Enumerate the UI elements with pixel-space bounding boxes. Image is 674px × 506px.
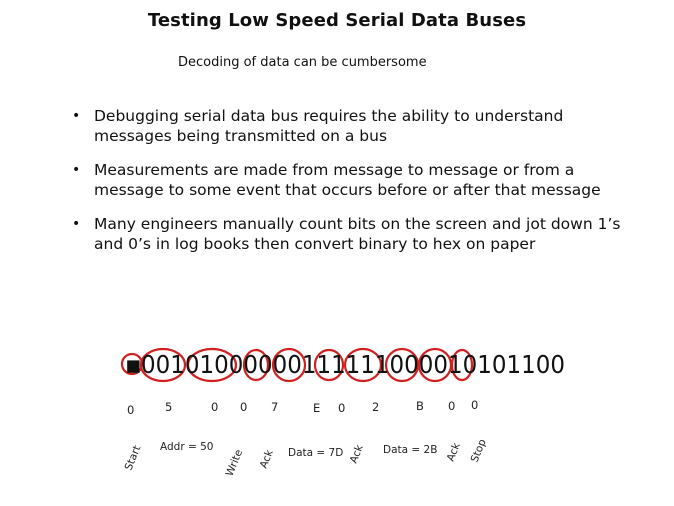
hex-digit: 2 (372, 400, 380, 414)
bullet-text: Measurements are made from message to message or from a message to some event that occurs before or after that message (94, 161, 601, 199)
label-stop: Stop (468, 437, 489, 465)
start-marker: ▪ (125, 350, 142, 379)
bullet-icon: • (72, 216, 81, 232)
slide-title: Testing Low Speed Serial Data Buses (147, 10, 527, 31)
label-write: Write (223, 447, 246, 479)
bullet-text: Many engineers manually count bits on the screen and jot down 1’s and 0’s in log books then convert binary to hex on paper (94, 215, 621, 253)
bullet-list (72, 106, 632, 268)
hex-digit: 0 (240, 400, 248, 414)
hex-digit: 7 (271, 400, 279, 414)
serial-decode-svg (105, 338, 591, 484)
label-start: Start (122, 443, 144, 473)
label-ack-1: Ack (257, 448, 276, 471)
serial-decode-figure (105, 338, 591, 484)
bit-string: 00101000000111111000010101100 (141, 350, 565, 379)
bullet-icon: • (72, 108, 81, 124)
hex-digit: 0 (448, 399, 456, 413)
bullet-icon: • (72, 162, 81, 178)
hex-digit: 0 (211, 400, 219, 414)
hex-digit: 0 (471, 398, 479, 412)
hex-digit: E (313, 401, 321, 415)
slide-subtitle: Decoding of data can be cumbersome (178, 55, 427, 70)
bullet-item (72, 106, 632, 146)
bullet-text: Debugging serial data bus requires the ability to understand messages being transmitted on a bus (94, 107, 564, 145)
hex-digit: 5 (165, 400, 173, 414)
bullet-item (72, 160, 632, 200)
label-ack-2: Ack (347, 443, 366, 466)
hex-digit: B (416, 399, 424, 413)
label-addr: Addr = 50 (160, 441, 214, 453)
hex-digit: 0 (127, 403, 135, 417)
bullet-item (72, 214, 632, 254)
label-ack-3: Ack (444, 441, 463, 464)
label-data-2: Data = 2B (383, 444, 438, 456)
hex-digit: 0 (338, 401, 346, 415)
label-data-1: Data = 7D (288, 447, 344, 459)
